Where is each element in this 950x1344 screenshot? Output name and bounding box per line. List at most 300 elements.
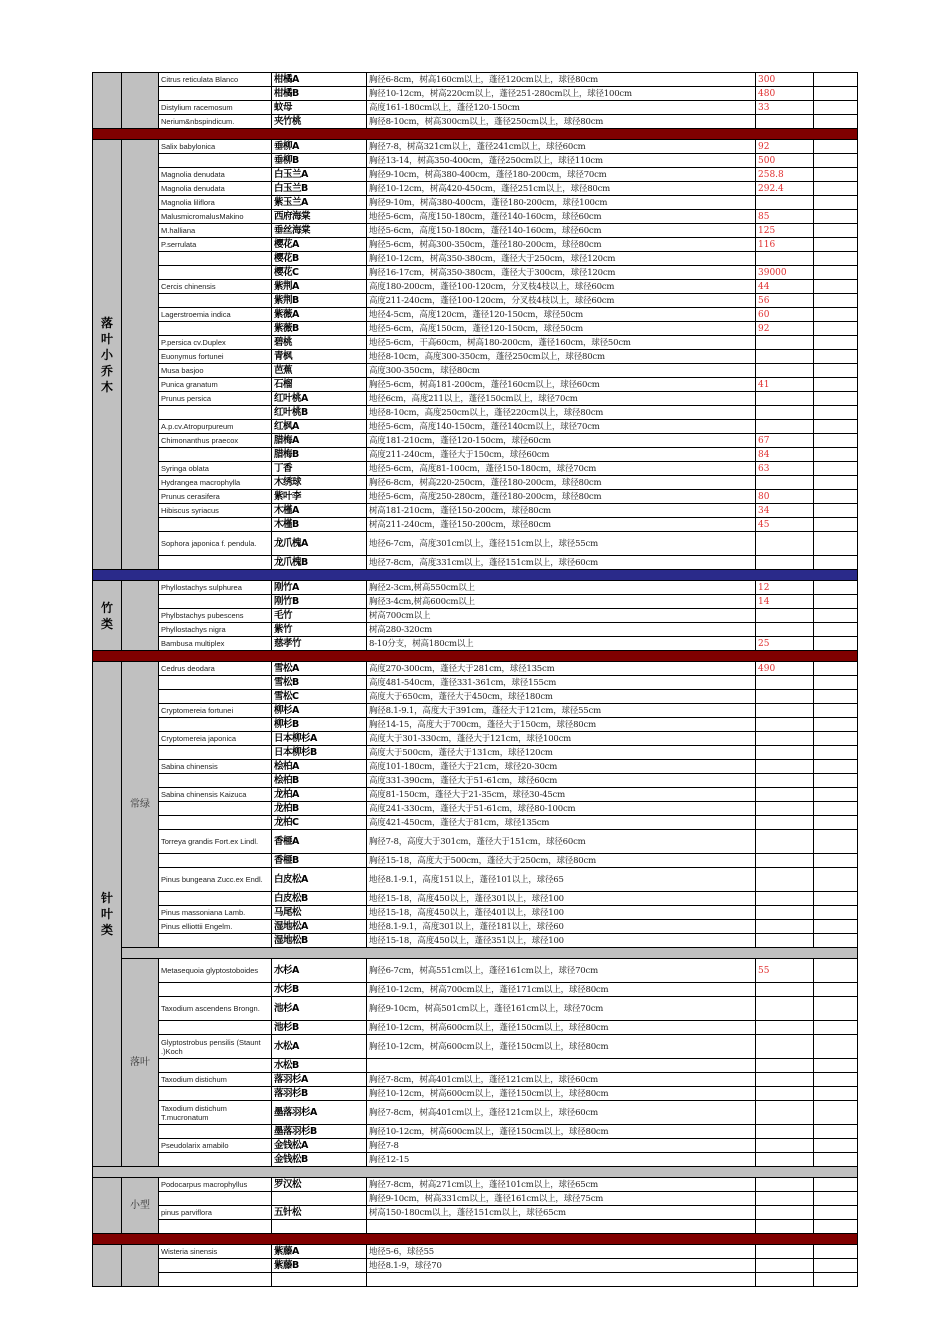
plant-name-cell: 墨落羽杉A — [272, 1101, 367, 1125]
price-cell — [756, 704, 814, 718]
empty-cell — [814, 788, 858, 802]
section-divider — [93, 129, 858, 140]
empty-cell — [272, 1220, 367, 1234]
spec-cell: 胸径2-3cm,树高550cm以上 — [367, 581, 756, 595]
latin-name-cell — [159, 934, 272, 948]
price-cell — [756, 1125, 814, 1139]
spec-cell: 胸径3-4cm,树高600cm以上 — [367, 595, 756, 609]
divider-cell — [93, 1167, 858, 1178]
table-row — [93, 1073, 858, 1087]
spec-cell: 胸径9-10cm，树高501cm以上，蓬径161cm以上，球径70cm — [367, 997, 756, 1021]
latin-name-cell: Musa basjoo — [159, 364, 272, 378]
empty-cell — [814, 532, 858, 556]
spec-cell: 高度101-180cm，蓬径大于21cm，球径20-30cm — [367, 760, 756, 774]
spec-cell — [367, 1059, 756, 1073]
empty-cell — [814, 434, 858, 448]
table-row — [93, 280, 858, 294]
table-row — [93, 434, 858, 448]
spec-cell: 地径15-18，高度450以上，蓬径401以上，球径100 — [367, 906, 756, 920]
empty-cell — [814, 662, 858, 676]
empty-cell — [367, 1273, 756, 1287]
empty-cell — [814, 732, 858, 746]
spec-cell: 树高181-210cm，蓬径150-200cm，球径80cm — [367, 504, 756, 518]
empty-cell — [814, 774, 858, 788]
plant-name-cell: 香榧B — [272, 854, 367, 868]
plant-name-cell: 罗汉松 — [272, 1178, 367, 1192]
latin-name-cell: Salix babylonica — [159, 140, 272, 154]
empty-cell — [814, 920, 858, 934]
empty-cell — [814, 182, 858, 196]
latin-name-cell — [159, 746, 272, 760]
table-row — [93, 1139, 858, 1153]
subcategory-label — [122, 73, 159, 129]
plant-name-cell: 白玉兰A — [272, 168, 367, 182]
latin-name-cell — [159, 983, 272, 997]
spec-cell: 8-10分支，树高180cm以上 — [367, 637, 756, 651]
plant-name-cell: 丁香 — [272, 462, 367, 476]
spec-cell: 胸径7-8，树高321cm以上，蓬径241cm以上，球径60cm — [367, 140, 756, 154]
spec-cell: 高度181-210cm，蓬径120-150cm，球径60cm — [367, 434, 756, 448]
empty-cell — [814, 238, 858, 252]
price-cell — [756, 115, 814, 129]
latin-name-cell: Cryptomereia fortunei — [159, 704, 272, 718]
empty-cell — [814, 101, 858, 115]
price-cell — [756, 718, 814, 732]
price-cell — [756, 1035, 814, 1059]
category-text: 落叶小乔木 — [100, 315, 113, 394]
plant-name-cell: 樱花C — [272, 266, 367, 280]
spec-cell: 胸径10-12cm，树高350-380cm，蓬径大于250cm，球径120cm — [367, 252, 756, 266]
latin-name-cell — [159, 595, 272, 609]
table-row — [93, 266, 858, 280]
latin-name-cell: Taxodium distichum T.mucronatum — [159, 1101, 272, 1125]
category-label — [93, 140, 122, 570]
empty-cell — [814, 1220, 858, 1234]
price-cell — [756, 1139, 814, 1153]
section-divider — [93, 1234, 858, 1245]
empty-cell — [814, 308, 858, 322]
price-cell — [756, 906, 814, 920]
table-row — [93, 308, 858, 322]
empty-cell — [814, 504, 858, 518]
latin-name-cell: Taxodium ascendens Brongn. — [159, 997, 272, 1021]
table-row — [93, 1245, 858, 1259]
price-cell — [756, 1073, 814, 1087]
empty-cell — [814, 690, 858, 704]
price-cell — [756, 983, 814, 997]
latin-name-cell: Pinus massoniana Lamb. — [159, 906, 272, 920]
empty-cell — [814, 154, 858, 168]
empty-cell — [814, 556, 858, 570]
latin-name-cell — [159, 1021, 272, 1035]
table-row — [93, 906, 858, 920]
plant-name-cell: 柳杉A — [272, 704, 367, 718]
table-row — [93, 704, 858, 718]
spec-cell: 胸径7-8cm，树高401cm以上，蓬径121cm以上，球径60cm — [367, 1073, 756, 1087]
latin-name-cell: Citrus reticulata Blanco — [159, 73, 272, 87]
latin-name-cell: Hibiscus syriacus — [159, 504, 272, 518]
latin-name-cell: Prunus persica — [159, 392, 272, 406]
spec-cell: 地径8.1-9.1，高度151以上，蓬径101以上，球径65 — [367, 868, 756, 892]
spec-cell: 高度241-330cm，蓬径大于51-61cm，球径80-100cm — [367, 802, 756, 816]
spec-cell: 地径6cm，高度211以上，蓬径150cm以上，球径70cm — [367, 392, 756, 406]
price-cell — [756, 997, 814, 1021]
plant-name-cell: 池杉B — [272, 1021, 367, 1035]
spec-cell: 胸径6-7cm，树高551cm以上，蓬径161cm以上，球径70cm — [367, 959, 756, 983]
plant-name-cell: 垂丝海棠 — [272, 224, 367, 238]
spec-cell: 胸径9-10cm，树高380-400cm，蓬径180-200cm，球径70cm — [367, 168, 756, 182]
latin-name-cell: Pinus elliottii Engelm. — [159, 920, 272, 934]
empty-cell — [814, 1035, 858, 1059]
table-row — [93, 168, 858, 182]
spec-cell: 树高150-180cm以上，蓬径151cm以上，球径65cm — [367, 1206, 756, 1220]
plant-name-cell: 蚊母 — [272, 101, 367, 115]
table-row — [93, 595, 858, 609]
spec-cell: 胸径10-12cm，树高600cm以上，蓬径150cm以上，球径80cm — [367, 1125, 756, 1139]
spec-cell: 胸径8-10cm，树高300cm以上，蓬径250cm以上，球径80cm — [367, 115, 756, 129]
latin-name-cell: Pseudolarix amabilo — [159, 1139, 272, 1153]
latin-name-cell: M.halliana — [159, 224, 272, 238]
latin-name-cell — [159, 802, 272, 816]
table-row — [93, 73, 858, 87]
price-cell — [756, 1087, 814, 1101]
price-cell — [756, 556, 814, 570]
spec-cell: 地径8-10cm，高度250cm以上，蓬径220cm以上，球径80cm — [367, 406, 756, 420]
spec-cell: 高度270-300cm，蓬径大于281cm，球径135cm — [367, 662, 756, 676]
latin-name-cell: Magnolia liliflora — [159, 196, 272, 210]
table-row — [93, 623, 858, 637]
price-cell: 25 — [756, 637, 814, 651]
price-cell: 44 — [756, 280, 814, 294]
plant-name-cell: 刚竹B — [272, 595, 367, 609]
table-row — [93, 676, 858, 690]
subcategory-label — [122, 140, 159, 570]
plant-name-cell: 日本柳杉A — [272, 732, 367, 746]
price-cell — [756, 788, 814, 802]
plant-name-cell: 柑橘B — [272, 87, 367, 101]
plant-name-cell: 水松A — [272, 1035, 367, 1059]
table-row — [93, 336, 858, 350]
spec-cell: 高度300-350cm，球径80cm — [367, 364, 756, 378]
empty-cell — [814, 1125, 858, 1139]
plant-name-cell: 腊梅B — [272, 448, 367, 462]
price-cell: 292.4 — [756, 182, 814, 196]
plant-name-cell: 白玉兰B — [272, 182, 367, 196]
empty-cell — [814, 266, 858, 280]
table-row — [93, 816, 858, 830]
price-cell — [756, 732, 814, 746]
empty-cell — [814, 1087, 858, 1101]
latin-name-cell: Prunus cerasifera — [159, 490, 272, 504]
spec-cell: 胸径10-12cm，树高600cm以上，蓬径150cm以上，球径80cm — [367, 1035, 756, 1059]
empty-cell — [814, 802, 858, 816]
spec-cell: 胸径6-8cm，树高220-250cm，蓬径180-200cm，球径80cm — [367, 476, 756, 490]
plant-name-cell: 香榧A — [272, 830, 367, 854]
price-cell: 116 — [756, 238, 814, 252]
empty-cell — [814, 1153, 858, 1167]
empty-cell — [814, 87, 858, 101]
plant-name-cell: 金钱松A — [272, 1139, 367, 1153]
latin-name-cell: Syringa oblata — [159, 462, 272, 476]
spec-cell: 胸径5-6cm，树高181-200cm，蓬径160cm以上，球径60cm — [367, 378, 756, 392]
empty-cell — [814, 746, 858, 760]
latin-name-cell — [159, 87, 272, 101]
latin-name-cell — [159, 854, 272, 868]
table-row — [93, 983, 858, 997]
plant-name-cell: 墨落羽杉B — [272, 1125, 367, 1139]
plant-name-cell: 紫叶李 — [272, 490, 367, 504]
plant-name-cell: 龙柏B — [272, 802, 367, 816]
price-cell — [756, 854, 814, 868]
plant-name-cell: 水松B — [272, 1059, 367, 1073]
table-row — [93, 802, 858, 816]
latin-name-cell: Bambusa multiplex — [159, 637, 272, 651]
empty-cell — [814, 760, 858, 774]
table-row — [93, 637, 858, 651]
price-cell: 33 — [756, 101, 814, 115]
latin-name-cell: Cercis chinensis — [159, 280, 272, 294]
latin-name-cell: Pinus bungeana Zucc.ex Endl. — [159, 868, 272, 892]
empty-cell — [814, 378, 858, 392]
empty-cell — [814, 868, 858, 892]
price-cell — [756, 1059, 814, 1073]
price-cell: 34 — [756, 504, 814, 518]
empty-cell — [814, 1192, 858, 1206]
empty-cell — [814, 350, 858, 364]
subcategory-label: 落叶 — [122, 959, 159, 1167]
empty-cell — [814, 392, 858, 406]
table-row — [93, 196, 858, 210]
plant-name-cell: 青枫 — [272, 350, 367, 364]
table-row — [93, 476, 858, 490]
table-row — [93, 322, 858, 336]
latin-name-cell — [159, 406, 272, 420]
plant-name-cell: 慈孝竹 — [272, 637, 367, 651]
empty-cell — [814, 448, 858, 462]
spec-cell: 地径8.1-9.1，高度301以上，蓬径181以上，球径60 — [367, 920, 756, 934]
price-cell — [756, 868, 814, 892]
empty-cell — [814, 140, 858, 154]
latin-name-cell: Distylium racemosum — [159, 101, 272, 115]
category-label — [93, 73, 122, 129]
plant-name-cell: 五针松 — [272, 1206, 367, 1220]
latin-name-cell: P.persica cv.Duplex — [159, 336, 272, 350]
plant-name-cell: 柳杉B — [272, 718, 367, 732]
latin-name-cell: Sophora japonica f. pendula. — [159, 532, 272, 556]
price-cell: 41 — [756, 378, 814, 392]
latin-name-cell — [159, 154, 272, 168]
price-cell — [756, 1021, 814, 1035]
plant-name-cell: 柑橘A — [272, 73, 367, 87]
section-divider — [93, 651, 858, 662]
empty-cell — [814, 718, 858, 732]
empty-cell — [756, 1220, 814, 1234]
spec-cell: 胸径7-8cm，树高401cm以上，蓬径121cm以上，球径60cm — [367, 1101, 756, 1125]
table-row — [93, 1273, 858, 1287]
spec-cell: 胸径9-10cm，树高331cm以上，蓬径161cm以上，球径75cm — [367, 1192, 756, 1206]
table-row — [93, 115, 858, 129]
empty-cell — [814, 830, 858, 854]
empty-cell — [814, 1178, 858, 1192]
latin-name-cell — [159, 892, 272, 906]
empty-cell — [814, 73, 858, 87]
price-cell — [756, 760, 814, 774]
category-label — [93, 1245, 122, 1287]
price-cell: 258.8 — [756, 168, 814, 182]
price-cell — [756, 774, 814, 788]
table-row — [93, 378, 858, 392]
price-cell — [756, 623, 814, 637]
spec-cell: 地径5-6，球径55 — [367, 1245, 756, 1259]
latin-name-cell: Cedrus deodara — [159, 662, 272, 676]
price-cell: 500 — [756, 154, 814, 168]
spec-cell: 高度180-200cm，蓬径100-120cm，分叉枝4枝以上，球径60cm — [367, 280, 756, 294]
plant-name-cell: 紫薇B — [272, 322, 367, 336]
empty-cell — [814, 294, 858, 308]
spec-cell: 地径5-6cm，高度150cm，蓬径120-150cm，球径50cm — [367, 322, 756, 336]
empty-cell — [814, 816, 858, 830]
latin-name-cell: Magnolia denudata — [159, 182, 272, 196]
table-row — [93, 1178, 858, 1192]
price-cell — [756, 1259, 814, 1273]
table-row — [93, 732, 858, 746]
table-row — [93, 490, 858, 504]
price-table — [92, 72, 858, 1287]
plant-name-cell: 马尾松 — [272, 906, 367, 920]
table-row — [93, 1153, 858, 1167]
price-cell — [756, 406, 814, 420]
plant-name-cell: 紫藤A — [272, 1245, 367, 1259]
empty-cell — [814, 115, 858, 129]
plant-name-cell: 落羽杉A — [272, 1073, 367, 1087]
spec-cell: 胸径7-8cm，树高271cm以上，蓬径101cm以上，球径65cm — [367, 1178, 756, 1192]
spec-cell: 胸径10-12cm，树高600cm以上，蓬径150cm以上，球径80cm — [367, 1087, 756, 1101]
table-row — [93, 154, 858, 168]
category-label — [93, 581, 122, 651]
empty-cell — [814, 704, 858, 718]
table-row — [93, 788, 858, 802]
plant-name-cell: 红枫A — [272, 420, 367, 434]
spec-cell: 高度大于301-330cm，蓬径大于121cm，球径100cm — [367, 732, 756, 746]
latin-name-cell: Metasequoia glyptostoboides — [159, 959, 272, 983]
price-cell: 63 — [756, 462, 814, 476]
category-label — [93, 662, 122, 1167]
table-row — [93, 448, 858, 462]
price-cell — [756, 690, 814, 704]
spec-cell: 树高211-240cm，蓬径150-200cm，球径80cm — [367, 518, 756, 532]
price-cell: 92 — [756, 322, 814, 336]
latin-name-cell: A.p.cv.Atropurpureum — [159, 420, 272, 434]
plant-name-cell: 垂柳B — [272, 154, 367, 168]
section-divider — [93, 570, 858, 581]
divider-cell — [93, 129, 858, 140]
plant-name-cell — [272, 1192, 367, 1206]
spec-cell: 地径8.1-9，球径70 — [367, 1259, 756, 1273]
spec-cell: 高度481-540cm，蓬径331-361cm，球径155cm — [367, 676, 756, 690]
price-cell — [756, 746, 814, 760]
empty-cell — [814, 1245, 858, 1259]
price-cell: 125 — [756, 224, 814, 238]
table-row — [93, 690, 858, 704]
table-row — [93, 504, 858, 518]
subcategory-label: 小型 — [122, 1178, 159, 1234]
spec-cell: 高度421-450cm，蓬径大于81cm，球径135cm — [367, 816, 756, 830]
table-row — [93, 392, 858, 406]
plant-name-cell: 毛竹 — [272, 609, 367, 623]
spec-cell: 胸径12-15 — [367, 1153, 756, 1167]
empty-cell — [814, 196, 858, 210]
price-cell — [756, 532, 814, 556]
table-row — [93, 920, 858, 934]
spec-cell: 地径5-6cm，高度140-150cm，蓬径140cm以上，球径70cm — [367, 420, 756, 434]
price-cell: 84 — [756, 448, 814, 462]
plant-name-cell: 日本柳杉B — [272, 746, 367, 760]
price-cell: 85 — [756, 210, 814, 224]
latin-name-cell — [159, 556, 272, 570]
empty-cell — [814, 581, 858, 595]
price-cell — [756, 336, 814, 350]
spec-cell: 胸径8.1-9.1，高度大于391cm，蓬径大于121cm，球径55cm — [367, 704, 756, 718]
spec-cell: 高度81-150cm，蓬径大于21-35cm，球径30-45cm — [367, 788, 756, 802]
price-cell — [756, 676, 814, 690]
table-row — [93, 746, 858, 760]
table-row — [93, 406, 858, 420]
spec-cell: 胸径10-12cm，树高420-450cm，蓬径251cm以上，球径80cm — [367, 182, 756, 196]
price-cell — [756, 364, 814, 378]
empty-cell — [272, 1273, 367, 1287]
price-cell: 490 — [756, 662, 814, 676]
table-row — [93, 1206, 858, 1220]
table-row — [93, 1125, 858, 1139]
divider-cell — [122, 948, 858, 959]
plant-name-cell: 碧桃 — [272, 336, 367, 350]
empty-cell — [814, 420, 858, 434]
price-cell — [756, 476, 814, 490]
empty-cell — [814, 280, 858, 294]
latin-name-cell — [159, 252, 272, 266]
category-text: 竹类 — [100, 600, 113, 631]
price-cell — [756, 892, 814, 906]
empty-cell — [159, 1273, 272, 1287]
table-row — [93, 101, 858, 115]
spec-cell: 胸径13-14，树高350-400cm，蓬径250cm以上，球径110cm — [367, 154, 756, 168]
table-row — [93, 350, 858, 364]
latin-name-cell — [159, 676, 272, 690]
empty-cell — [814, 476, 858, 490]
divider-cell — [93, 1234, 858, 1245]
latin-name-cell: Torreya grandis Fort.ex Lindl. — [159, 830, 272, 854]
spec-cell: 高度331-390cm，蓬径大于51-61cm，球径60cm — [367, 774, 756, 788]
latin-name-cell — [159, 1259, 272, 1273]
plant-name-cell: 木槿B — [272, 518, 367, 532]
latin-name-cell — [159, 1087, 272, 1101]
empty-cell — [814, 1073, 858, 1087]
latin-name-cell: Punica granatum — [159, 378, 272, 392]
plant-name-cell: 池杉A — [272, 997, 367, 1021]
latin-name-cell: Cryptomereia japonica — [159, 732, 272, 746]
spec-cell: 高度211-240cm，蓬径100-120cm，分叉枝4枝以上，球径60cm — [367, 294, 756, 308]
latin-name-cell: Podocarpus macrophyllus — [159, 1178, 272, 1192]
price-cell: 12 — [756, 581, 814, 595]
empty-cell — [814, 210, 858, 224]
price-cell — [756, 392, 814, 406]
price-cell — [756, 802, 814, 816]
plant-name-cell: 夹竹桃 — [272, 115, 367, 129]
plant-name-cell: 紫荆A — [272, 280, 367, 294]
table-row — [93, 892, 858, 906]
empty-cell — [814, 1139, 858, 1153]
price-cell — [756, 934, 814, 948]
